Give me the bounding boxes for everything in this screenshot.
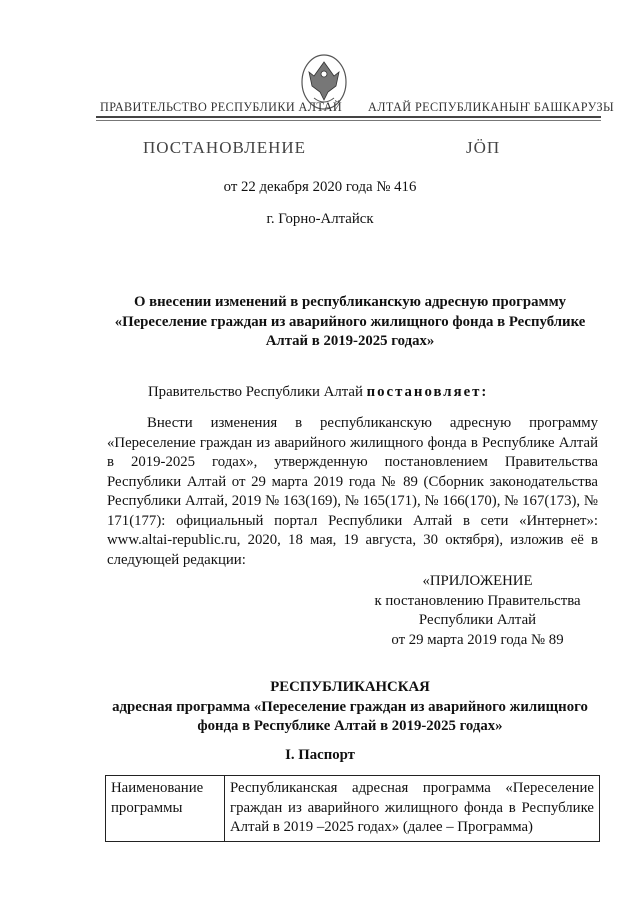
letterhead-rule-thin (96, 120, 601, 121)
program-title (100, 678, 600, 737)
preamble-subject: Правительство Республики Алтай (148, 384, 363, 400)
appendix-block (360, 572, 595, 650)
letterhead-rule (96, 116, 601, 118)
passport-table (105, 775, 600, 842)
table-cell-label: Наименование программы (106, 776, 225, 842)
doc-type-alt: ЈӦП (466, 138, 501, 157)
body-text: Внести изменения в республиканскую адресную программу «Переселение граждан из аварийного жилищного фонда в Республике Алтай в 2019-2025 годах», утвержденную постановлением Правительства Республики Алтай от 29 марта 2019 года № 89 (Сборник законодательства Республики Алтай, 2019 № 163(169), № 165(171), № 166(170), № 167(173), № 171(177): официальный портал Республики Алтай в сети «Интернет»: www.altai-republic.ru, 2020, 18 мая, 19 августа, 30 октября), изложив её в следующей редакции: (107, 415, 598, 568)
doc-type-ru: ПОСТАНОВЛЕНИЕ (143, 138, 307, 157)
appendix-line-3: Республики Алтай (418, 612, 537, 628)
table-row (106, 776, 600, 842)
document-title: О внесении изменений в республиканскую адресную программу «Переселение граждан из аварийного жилищного фонда в Республике Алтай в 2019-2025 годах» (114, 294, 586, 349)
program-title-line-1: РЕСПУБЛИКАНСКАЯ (270, 679, 430, 695)
appendix-line-2: к постановлению Правительства (374, 592, 581, 609)
letterhead-left-text: ПРАВИТЕЛЬСТВО РЕСПУБЛИКИ АЛТАЙ (100, 100, 343, 114)
city-line: г. Горно-Алтайск (266, 211, 374, 227)
body-paragraph (107, 414, 598, 570)
letterhead-right-text: АЛТАЙ РЕСПУБЛИКАНЫҤ БАШКАРУЗЫ (368, 100, 615, 114)
section-heading: I. Паспорт (285, 747, 355, 763)
appendix-line-1: «ПРИЛОЖЕНИЕ (422, 573, 533, 589)
table-cell-value: Республиканская адресная программа «Переселение граждан из аварийного жилищного фонда в Республике Алтай в 2019 –2025 годах» (далее – Программа) (225, 776, 600, 842)
appendix-line-4: от 29 марта 2019 года № 89 (391, 631, 564, 648)
date-line: от 22 декабря 2020 года № 416 (223, 179, 417, 195)
preamble (148, 383, 488, 403)
preamble-verb: постановляет: (366, 384, 489, 400)
program-title-line-2: адресная программа «Переселение граждан из аварийного жилищного фонда в Республике Алтай в 2019-2025 годах» (112, 698, 588, 734)
